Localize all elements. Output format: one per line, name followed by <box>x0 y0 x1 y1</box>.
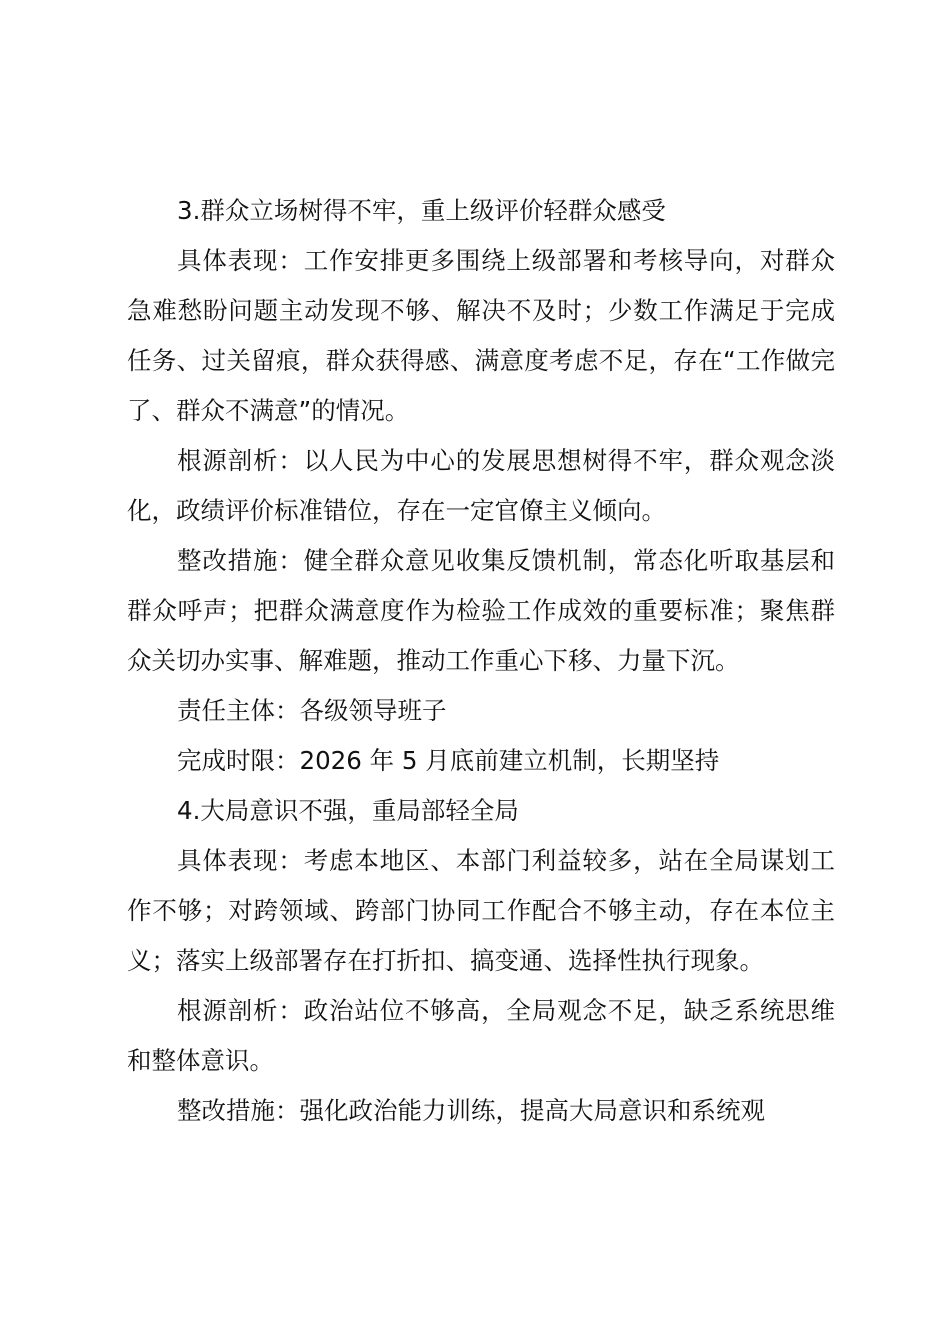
section-4-heading: 4.大局意识不强，重局部轻全局 <box>177 796 519 825</box>
section-3-manifestation: 具体表现：工作安排更多围绕上级部署和考核导向，对群众急难愁盼问题主动发现不够、解决不及时；少数工作满足于完成任务、过关留痕，群众获得感、满意度考虑不足，存在“工作做完了、群众不满意”的情况。 <box>127 246 835 425</box>
section-3-measures: 整改措施：健全群众意见收集反馈机制，常态化听取基层和群众呼声；把群众满意度作为检验工作成效的重要标准；聚焦群众关切办实事、解难题，推动工作重心下移、力量下沉。 <box>127 546 835 675</box>
section-3-deadline: 完成时限：2026 年 5 月底前建立机制，长期坚持 <box>177 746 720 775</box>
section-4-manifestation: 具体表现：考虑本地区、本部门利益较多，站在全局谋划工作不够；对跨领域、跨部门协同工作配合不够主动，存在本位主义；落实上级部署存在打折扣、搞变通、选择性执行现象。 <box>127 846 835 975</box>
section-3-responsible: 责任主体：各级领导班子 <box>177 696 447 725</box>
section-3-root-cause: 根源剖析：以人民为中心的发展思想树得不牢，群众观念淡化，政绩评价标准错位，存在一定官僚主义倾向。 <box>127 446 835 525</box>
document-page <box>127 186 835 1136</box>
section-4-measures: 整改措施：强化政治能力训练，提高大局意识和系统观 <box>177 1096 765 1125</box>
section-3-heading: 3.群众立场树得不牢，重上级评价轻群众感受 <box>177 196 666 225</box>
section-4-root-cause: 根源剖析：政治站位不够高，全局观念不足，缺乏系统思维和整体意识。 <box>127 996 835 1075</box>
